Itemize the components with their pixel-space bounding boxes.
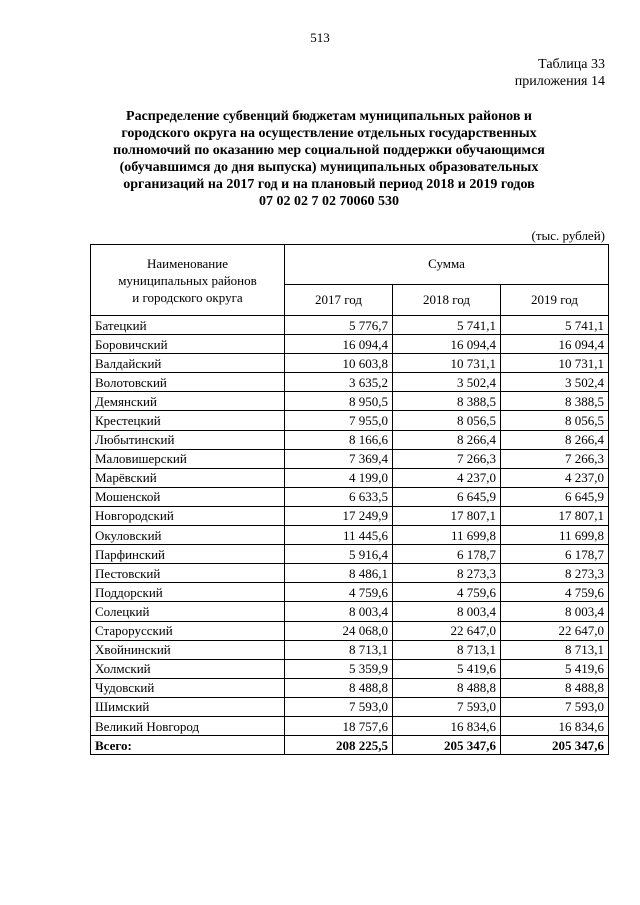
value-2019: 5 741,1 — [501, 316, 609, 335]
table-body — [91, 316, 609, 755]
district-name: Хвойнинский — [91, 640, 285, 659]
table-row — [91, 526, 609, 545]
year-2019-header: 2019 год — [501, 284, 609, 315]
table-row — [91, 392, 609, 411]
value-2019: 6 178,7 — [501, 545, 609, 564]
table-row — [91, 335, 609, 354]
value-2017: 5 776,7 — [285, 316, 393, 335]
value-2017: 4 199,0 — [285, 468, 393, 487]
value-2018: 8 713,1 — [393, 640, 501, 659]
total-label: Всего: — [91, 736, 285, 755]
value-2019: 8 003,4 — [501, 602, 609, 621]
total-2018: 205 347,6 — [393, 736, 501, 755]
table-row — [91, 640, 609, 659]
district-name: Поддорский — [91, 583, 285, 602]
total-row — [91, 736, 609, 755]
table-row — [91, 583, 609, 602]
value-2019: 8 388,5 — [501, 392, 609, 411]
subvention-table — [90, 244, 609, 755]
value-2018: 8 273,3 — [393, 564, 501, 583]
value-2019: 4 237,0 — [501, 468, 609, 487]
district-name: Мошенской — [91, 487, 285, 506]
table-row — [91, 354, 609, 373]
value-2019: 7 266,3 — [501, 449, 609, 468]
value-2018: 5 741,1 — [393, 316, 501, 335]
district-name: Марёвский — [91, 468, 285, 487]
table-row — [91, 545, 609, 564]
table-row — [91, 697, 609, 716]
value-2018: 7 266,3 — [393, 449, 501, 468]
table-row — [91, 621, 609, 640]
sum-column-header: Сумма — [285, 245, 609, 285]
value-2018: 8 388,5 — [393, 392, 501, 411]
table-row — [91, 430, 609, 449]
year-2018-header: 2018 год — [393, 284, 501, 315]
district-name: Валдайский — [91, 354, 285, 373]
district-name: Шимский — [91, 697, 285, 716]
value-2018: 8 056,5 — [393, 411, 501, 430]
value-2018: 8 003,4 — [393, 602, 501, 621]
title-line-5: организаций на 2017 год и на плановый период 2018 и 2019 годов — [123, 177, 535, 192]
district-name: Батецкий — [91, 316, 285, 335]
value-2017: 8 488,8 — [285, 678, 393, 697]
district-header-line3: и городского округа — [132, 289, 243, 305]
value-2019: 5 419,6 — [501, 659, 609, 678]
value-2019: 8 266,4 — [501, 430, 609, 449]
title-line-1: Распределение субвенций бюджетам муниципальных районов и — [126, 109, 532, 124]
value-2018: 17 807,1 — [393, 506, 501, 525]
value-2017: 10 603,8 — [285, 354, 393, 373]
value-2017: 5 359,9 — [285, 659, 393, 678]
value-2018: 7 593,0 — [393, 697, 501, 716]
value-2017: 7 593,0 — [285, 697, 393, 716]
table-header — [91, 245, 609, 316]
value-2017: 18 757,6 — [285, 716, 393, 735]
value-2019: 8 273,3 — [501, 564, 609, 583]
district-name: Окуловский — [91, 526, 285, 545]
value-2018: 8 266,4 — [393, 430, 501, 449]
table-row — [91, 316, 609, 335]
value-2017: 6 633,5 — [285, 487, 393, 506]
value-2018: 16 094,4 — [393, 335, 501, 354]
value-2019: 4 759,6 — [501, 583, 609, 602]
title-line-2: городского округа на осуществление отдельных государственных — [121, 126, 537, 141]
value-2018: 4 237,0 — [393, 468, 501, 487]
value-2018: 11 699,8 — [393, 526, 501, 545]
value-2019: 8 056,5 — [501, 411, 609, 430]
table-row — [91, 659, 609, 678]
value-2019: 17 807,1 — [501, 506, 609, 525]
district-column-header — [91, 245, 285, 316]
value-2018: 10 731,1 — [393, 354, 501, 373]
value-2019: 22 647,0 — [501, 621, 609, 640]
value-2019: 16 094,4 — [501, 335, 609, 354]
page-number: 513 — [310, 30, 330, 45]
title-line-6: 07 02 02 7 02 70060 530 — [259, 194, 399, 209]
value-2019: 7 593,0 — [501, 697, 609, 716]
table-row — [91, 487, 609, 506]
value-2018: 22 647,0 — [393, 621, 501, 640]
district-name: Пестовский — [91, 564, 285, 583]
title-line-3: полномочий по оказанию мер социальной поддержки обучающимся — [113, 143, 545, 158]
value-2018: 5 419,6 — [393, 659, 501, 678]
table-row — [91, 468, 609, 487]
value-2019: 6 645,9 — [501, 487, 609, 506]
value-2017: 7 955,0 — [285, 411, 393, 430]
district-header-line2: муниципальных районов — [118, 272, 257, 288]
value-2017: 24 068,0 — [285, 621, 393, 640]
value-2019: 3 502,4 — [501, 373, 609, 392]
table-reference — [515, 56, 605, 90]
value-2017: 11 445,6 — [285, 526, 393, 545]
value-2017: 8 950,5 — [285, 392, 393, 411]
total-2017: 208 225,5 — [285, 736, 393, 755]
value-2019: 16 834,6 — [501, 716, 609, 735]
table-ref-line2: приложения 14 — [514, 74, 605, 89]
table-row — [91, 373, 609, 392]
value-2019: 11 699,8 — [501, 526, 609, 545]
year-2017-header: 2017 год — [285, 284, 393, 315]
district-name: Боровичский — [91, 335, 285, 354]
value-2017: 8 003,4 — [285, 602, 393, 621]
district-name: Любытинский — [91, 430, 285, 449]
value-2019: 8 713,1 — [501, 640, 609, 659]
district-name: Маловишерский — [91, 449, 285, 468]
value-2017: 8 166,6 — [285, 430, 393, 449]
table-row — [91, 716, 609, 735]
value-2017: 5 916,4 — [285, 545, 393, 564]
value-2017: 8 486,1 — [285, 564, 393, 583]
district-header-line1: Наименование — [147, 255, 228, 271]
table-row — [91, 506, 609, 525]
units-label: (тыс. рублей) — [531, 228, 605, 243]
value-2017: 16 094,4 — [285, 335, 393, 354]
value-2017: 17 249,9 — [285, 506, 393, 525]
value-2019: 10 731,1 — [501, 354, 609, 373]
table-row — [91, 411, 609, 430]
table-ref-line1: Таблица 33 — [538, 57, 605, 72]
table-row — [91, 564, 609, 583]
district-name: Старорусский — [91, 621, 285, 640]
table-row — [91, 449, 609, 468]
value-2018: 6 178,7 — [393, 545, 501, 564]
document-title — [90, 108, 568, 210]
value-2017: 4 759,6 — [285, 583, 393, 602]
district-name: Парфинский — [91, 545, 285, 564]
district-name: Демянский — [91, 392, 285, 411]
value-2018: 4 759,6 — [393, 583, 501, 602]
district-name: Крестецкий — [91, 411, 285, 430]
value-2017: 7 369,4 — [285, 449, 393, 468]
district-name: Новгородский — [91, 506, 285, 525]
value-2018: 3 502,4 — [393, 373, 501, 392]
district-name: Холмский — [91, 659, 285, 678]
value-2018: 8 488,8 — [393, 678, 501, 697]
value-2019: 8 488,8 — [501, 678, 609, 697]
value-2018: 6 645,9 — [393, 487, 501, 506]
total-2019: 205 347,6 — [501, 736, 609, 755]
district-name: Чудовский — [91, 678, 285, 697]
table-row — [91, 602, 609, 621]
district-name: Солецкий — [91, 602, 285, 621]
value-2017: 3 635,2 — [285, 373, 393, 392]
title-line-4: (обучавшимся до дня выпуска) муниципальных образовательных — [119, 160, 539, 175]
table-row — [91, 678, 609, 697]
district-name: Великий Новгород — [91, 716, 285, 735]
value-2018: 16 834,6 — [393, 716, 501, 735]
district-name: Волотовский — [91, 373, 285, 392]
value-2017: 8 713,1 — [285, 640, 393, 659]
